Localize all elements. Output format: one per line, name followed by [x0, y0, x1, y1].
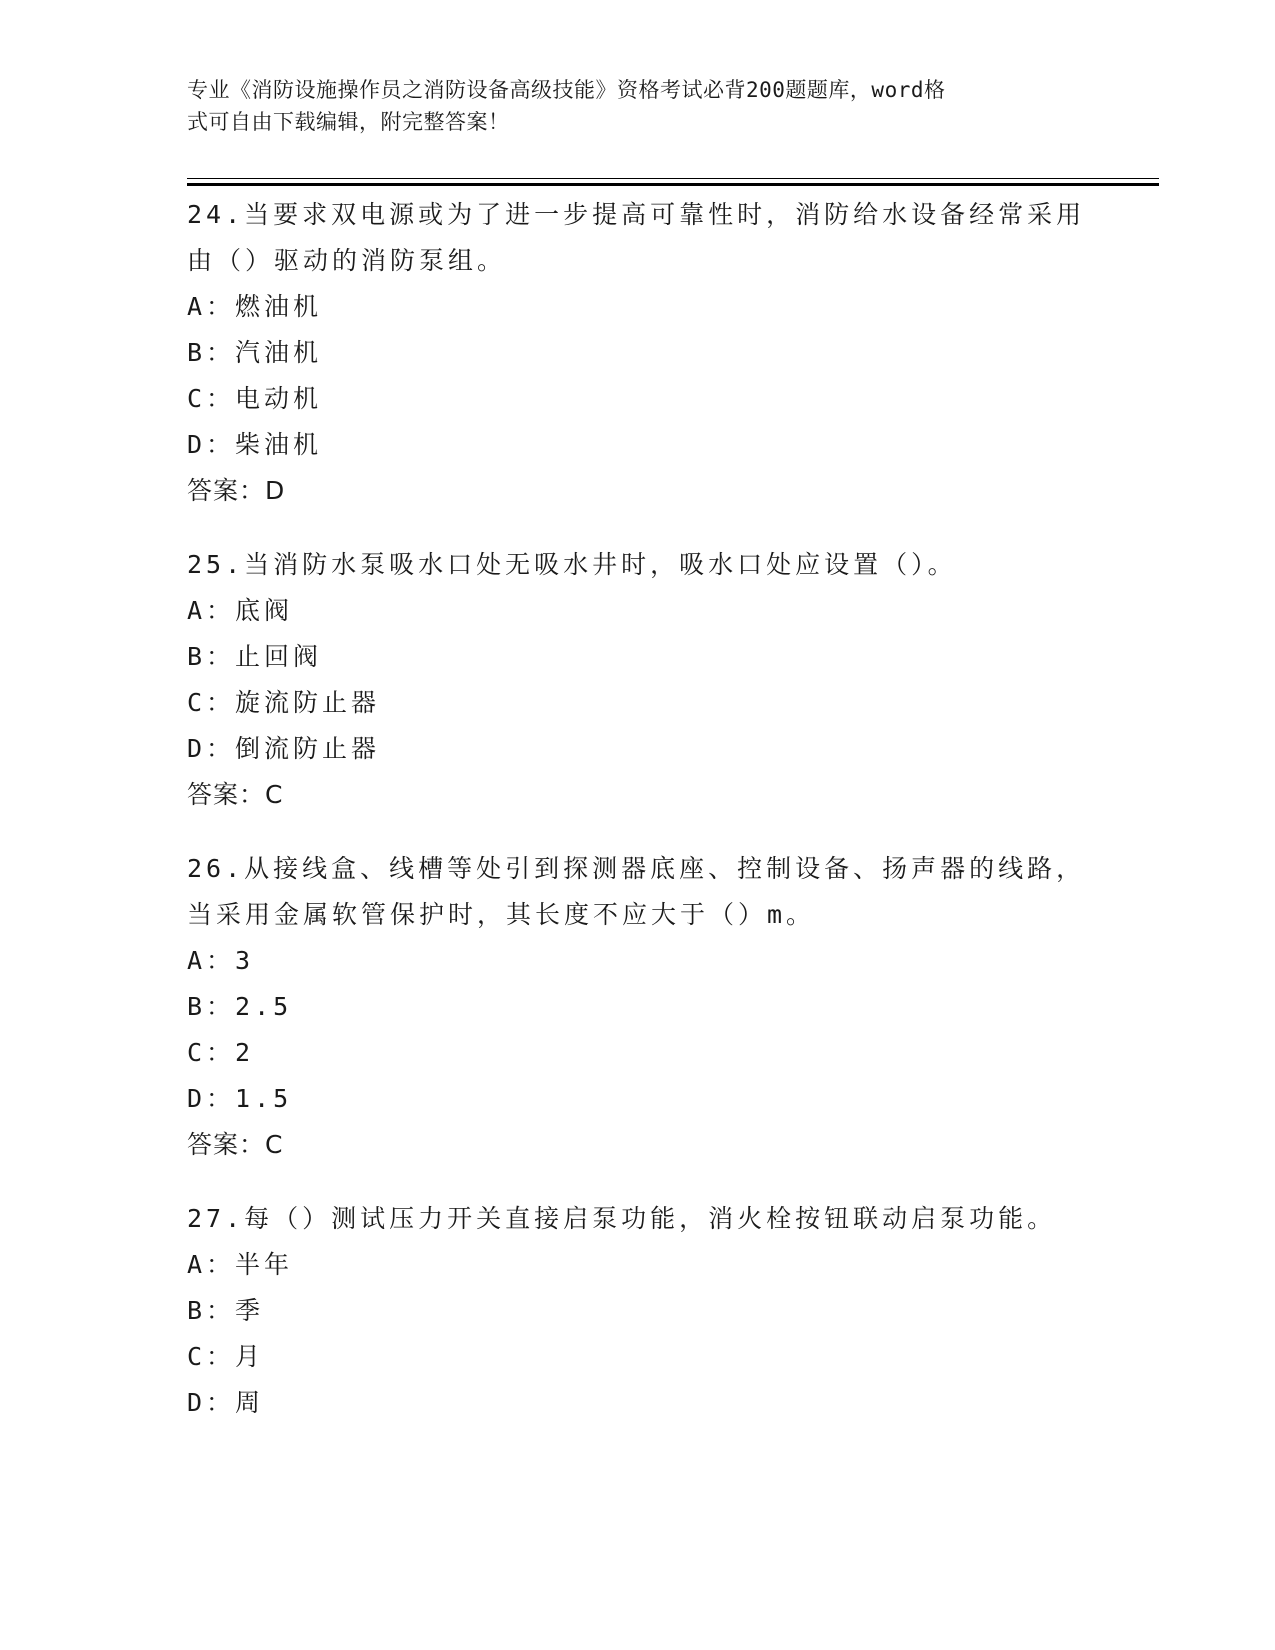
- header-divider-thin: [187, 178, 1159, 179]
- option-a: A：底阀: [187, 596, 294, 625]
- question-stem: 27.每（）测试压力开关直接启泵功能，消火栓按钮联动启泵功能。: [187, 1204, 1057, 1233]
- option-d: D：周: [187, 1388, 265, 1417]
- question-stem-continued: 当采用金属软管保护时，其长度不应大于（）m。: [187, 900, 816, 929]
- option-b: B：汽油机: [187, 338, 323, 367]
- option-b: B：止回阀: [187, 642, 323, 671]
- answer-line: 答案：C: [187, 780, 284, 809]
- header-line-1: 专业《消防设施操作员之消防设备高级技能》资格考试必背200题题库，word格: [187, 78, 946, 102]
- question-26: [187, 846, 1087, 1168]
- question-24: [187, 192, 1087, 514]
- document-header: [187, 74, 1087, 138]
- question-stem: 25.当消防水泵吸水口处无吸水井时，吸水口处应设置（）。: [187, 550, 957, 579]
- option-c: C：旋流防止器: [187, 688, 381, 717]
- header-divider-thick: [187, 183, 1159, 186]
- question-stem-continued: 由（）驱动的消防泵组。: [187, 246, 507, 275]
- option-d: D：倒流防止器: [187, 734, 381, 763]
- question-27: [187, 1196, 1087, 1426]
- question-25: [187, 542, 1087, 818]
- option-a: A：半年: [187, 1250, 294, 1279]
- option-d: D：柴油机: [187, 430, 323, 459]
- header-line-2: 式可自由下载编辑，附完整答案！: [187, 110, 510, 134]
- option-c: C：电动机: [187, 384, 323, 413]
- option-b: B：季: [187, 1296, 265, 1325]
- option-d: D：1.5: [187, 1084, 293, 1113]
- option-c: C：月: [187, 1342, 265, 1371]
- option-a: A：燃油机: [187, 292, 323, 321]
- option-b: B：2.5: [187, 992, 293, 1021]
- question-stem: 26.从接线盒、线槽等处引到探测器底座、控制设备、扬声器的线路，: [187, 854, 1086, 883]
- question-stem: 24.当要求双电源或为了进一步提高可靠性时，消防给水设备经常采用: [187, 200, 1086, 229]
- question-list: [187, 192, 1087, 1454]
- option-a: A：3: [187, 946, 255, 975]
- answer-line: 答案：D: [187, 476, 286, 505]
- option-c: C：2: [187, 1038, 255, 1067]
- answer-line: 答案：C: [187, 1130, 284, 1159]
